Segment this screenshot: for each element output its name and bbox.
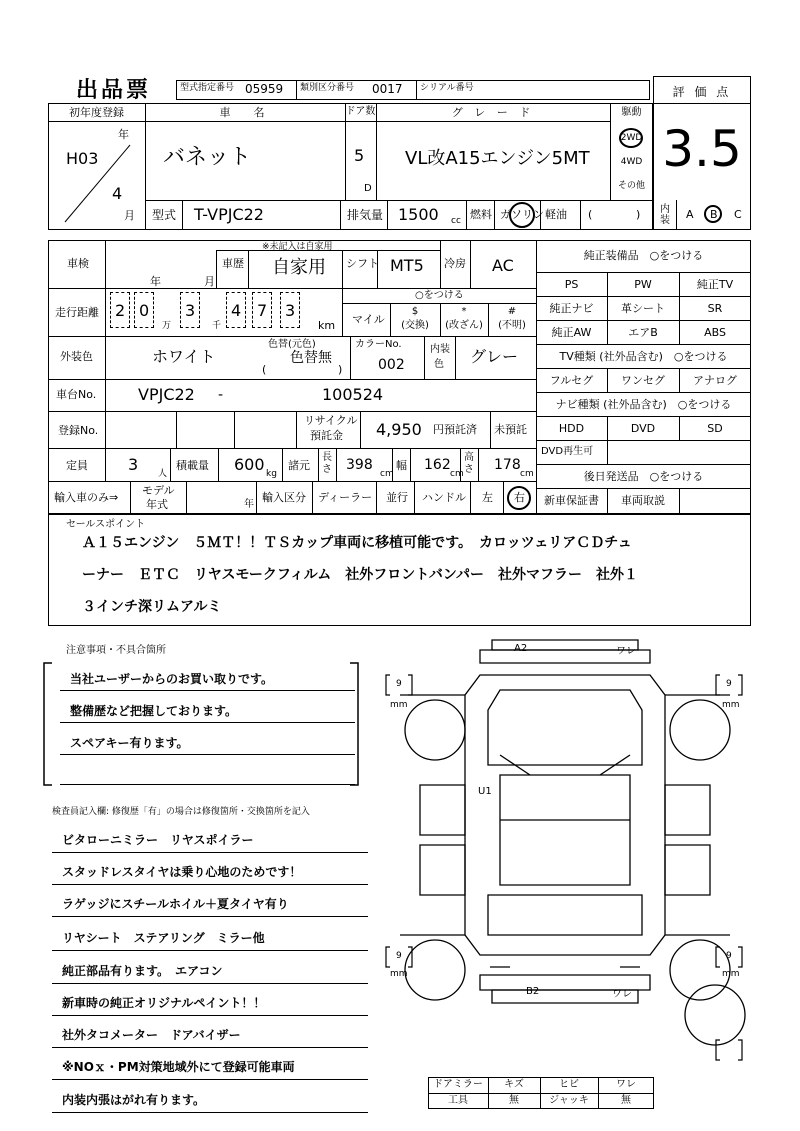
length-unit: cm [380,469,394,479]
equip-aw: 純正AW [551,326,592,339]
grade-c: C [734,208,742,221]
fuel-paren-close: ) [636,208,641,221]
mileage-digit-5: 7 [257,301,268,320]
nav-dvd: DVD [630,422,656,435]
mile-opt-1-label: (交換) [401,320,429,331]
load-value: 600 [234,455,265,474]
recycle-value: 4,950 [376,420,422,439]
notes-label: 注意事項・不具合箇所 [66,645,166,656]
height-unit: cm [520,469,534,479]
color-no-value: 002 [378,357,405,373]
diagram-mark-u1: U1 [478,786,492,797]
private-note: ※未記入は自家用 [262,242,333,252]
nav-sd: SD [707,422,723,435]
diagram-mark-ware-front: ワレ [616,646,636,657]
grade-b-circle [704,205,722,223]
tire-unit-rr: mm [722,969,740,979]
legend-tools: 工具 [448,1095,468,1106]
tire-depth-rr: 9 [726,951,732,961]
equip-leather: 革シート [621,302,665,315]
fuel-circle [509,202,535,228]
parallel-label: 並行 [386,491,408,504]
unit-sen: 千 [212,321,222,331]
drive-other: その他 [617,181,645,191]
equip-airbag: エアB [628,326,658,339]
later-title: 後日発送品 ○をつける [583,470,704,483]
sales-point-line-2: ーナー ＥＴＣ リヤスモークフィルム 社外フロントバンパー 社外マフラー 社外１ [82,567,638,583]
length-label: 長さ [322,452,332,475]
sales-point-line-1: Ａ１５エンジン ５ＭＴ！！ＴＳカップ車両に移植可能です。 カロッツェリアＣＤチュ [82,535,632,551]
handle-label: ハンドル [422,491,466,504]
equip-pw: PW [634,278,652,291]
model-year-label-a: モデル [142,484,175,497]
capacity-label: 定員 [66,459,88,472]
sales-point-line-3: ３インチ深リムアルミ [82,599,222,615]
import-label: 輸入車のみ⇒ [54,491,119,504]
capacity-unit: 人 [158,469,168,479]
inspector-line-6: 新車時の純正オリジナルペイント！！ [62,996,266,1010]
history-label: 車歴 [222,257,244,270]
first-reg-year: H03 [66,149,99,168]
import-type-value: ディーラー [318,491,373,504]
legend-header-ware: ワレ [616,1079,636,1090]
chassis-label: 車台No. [56,388,97,401]
int-color-value: グレー [470,347,519,366]
page-title: 出品票 [76,78,152,103]
equip-navi: 純正ナビ [549,302,594,315]
legend-header-kizu: キズ [504,1079,524,1090]
score-label: 評 価 点 [672,85,732,99]
grade-label: グ レ ー ド [451,106,535,119]
shaken-year-unit: 年 [150,275,161,288]
mile-opt-3: # [507,306,517,317]
doors-value: 5 [354,146,365,165]
category-value: 0017 [372,82,403,96]
inspector-line-4: リヤシート ステアリング ミラー他 [62,931,265,945]
height-label: 高さ [464,452,474,475]
unit-man: 万 [162,321,172,331]
model-code-value: 05959 [245,82,284,96]
mile-opt-1: $ [411,306,419,317]
mileage-digit-4: 4 [231,301,242,320]
recycle-unpaid: 未預託 [494,423,527,436]
color-no-label: カラーNo. [355,339,402,350]
recycle-paid: 円預託済 [433,423,477,436]
chassis-prefix: VPJC22 [138,385,195,404]
inspector-line-8: ※NOｘ・PM対策地域外にて登録可能車両 [62,1060,295,1074]
first-reg-month: 4 [112,184,123,203]
interior-label: 内装 [660,204,670,226]
doors-suffix: D [364,183,372,194]
fuel-paren-open: ( [588,208,593,221]
legend-tools-value: 無 [509,1095,519,1106]
model-value: T-VPJC22 [194,205,264,224]
grade-a: A [686,208,694,221]
history-value: 自家用 [272,257,326,278]
color-change-label: 色替(元色) [268,339,316,350]
width-unit: cm [450,469,464,479]
ext-color-value: ホワイト [152,347,216,366]
tire-depth-fl: 9 [396,679,402,689]
grade-value: VL改A15エンジン5MT [405,148,590,169]
inspector-line-3: ラゲッジにスチールホイル＋夏タイヤ有り [62,897,289,911]
nav-hdd: HDD [558,422,585,435]
fuel-diesel: 軽油 [545,208,567,221]
tv-fullseg: フルセグ [549,374,594,387]
equipment-title: 純正装備品 ○をつける [583,249,704,262]
displacement-unit: cc [451,216,461,226]
diagram-mark-b2: B2 [526,986,540,997]
legend-header-mirror: ドアミラー [433,1079,483,1090]
note-line-2: 整備歴など把握しております。 [70,704,238,718]
drive-4wd: 4WD [620,157,643,167]
mileage-digit-2: 0 [139,301,150,320]
chassis-no: 100524 [322,385,384,404]
inspector-line-2: スタッドレスタイヤは乗り心地のためです！ [62,865,302,879]
model-year-unit: 年 [244,499,254,510]
left-label: 左 [482,491,493,504]
shaken-month-unit: 月 [204,275,215,288]
sales-point-label: セールスポイント [66,519,146,530]
shift-value: MT5 [390,256,424,275]
mile-opt-2: * [461,306,467,317]
tv-title: TV種類 (社外品含む) ○をつける [559,350,728,363]
serial-label: シリアル番号 [420,83,474,93]
color-change-value: 色替無 [290,350,332,366]
mile-opt-3-label: (不明) [498,320,526,331]
grade-b: B [710,208,718,221]
doors-label: ドア数 [345,106,376,117]
model-label: 型式 [152,208,177,222]
reg-no-label: 登録No. [58,424,99,437]
ac-value: AC [492,256,514,275]
load-label: 積載量 [176,459,209,472]
inspector-line-1: ビタローニミラー リヤスポイラー [62,833,254,847]
ac-label: 冷房 [444,257,466,270]
tv-oneseg: ワンセグ [621,374,665,387]
equip-sr: SR [707,302,723,315]
inspector-line-9: 内装内張はがれ有ります。 [62,1093,206,1107]
nav-dvd-playback: DVD再生可 [541,446,594,457]
recycle-label-b: 預託金 [310,429,343,442]
right-label: 右 [514,491,525,504]
tire-unit-fr: mm [722,700,740,710]
equip-ps: PS [564,278,579,291]
unit-km: km [318,319,336,332]
recycle-label-a: リサイクル [304,414,358,427]
chassis-dash: - [218,387,224,403]
later-warranty: 新車保証書 [544,494,599,507]
note-line-3: スペアキー有ります。 [70,736,189,750]
mileage-label: 走行距離 [55,306,99,319]
car-name: バネット [163,145,252,170]
displacement-label: 排気量 [347,208,384,222]
drive-2wd: 2WD [620,133,643,143]
dims-label: 諸元 [288,459,310,472]
height-value: 178 [494,457,521,473]
inspector-line-7: 社外タコメーター ドアバイザー [62,1028,241,1042]
mileage-digit-3: 3 [185,301,196,320]
note-line-1: 当社ユーザーからのお買い取りです。 [70,672,274,686]
length-value: 398 [346,457,373,473]
import-type-label: 輸入区分 [262,491,306,504]
width-value: 162 [424,457,451,473]
right-circle [507,486,531,510]
score-value: 3.5 [662,120,742,178]
tire-unit-fl: mm [390,700,408,710]
mile-circle-note: ○をつける [415,290,464,301]
drive-2wd-circle [619,128,643,148]
first-reg-year-unit: 年 [118,128,129,141]
color-change-paren-open: ( [262,363,267,376]
first-reg-label: 初年度登録 [69,106,124,119]
displacement-value: 1500 [398,205,439,224]
later-manual: 車両取説 [621,494,665,507]
car-name-label: 車 名 [219,106,271,119]
equip-abs: ABS [704,326,726,339]
tv-analog: アナログ [693,374,737,387]
tire-depth-fr: 9 [726,679,732,689]
fuel-label: 燃料 [470,208,492,221]
tire-depth-rl: 9 [396,951,402,961]
width-label: 幅 [396,459,407,472]
category-label: 類別区分番号 [300,83,355,93]
mile-opt-2-label: (改ざん) [445,320,483,331]
car-damage-diagram [380,635,760,1075]
fuel-gasoline: ガソリン [500,208,544,221]
mileage-digit-6: 3 [285,301,296,320]
model-code-label: 型式指定番号 [180,83,235,93]
int-color-label-b: 色 [434,359,444,370]
drive-label: 駆動 [621,107,642,118]
nav-title: ナビ種類 (社外品含む) ○をつける [555,398,732,411]
load-unit: kg [266,469,277,479]
inspector-label: 検査員記入欄: 修復歴「有」の場合は修復箇所・交換箇所を記入 [52,807,310,817]
ext-color-label: 外装色 [60,350,93,363]
legend-header-hibi: ヒビ [559,1079,579,1090]
shaken-label: 車検 [67,257,89,270]
equip-tv: 純正TV [696,278,734,291]
model-year-label-b: 年式 [146,498,168,511]
int-color-label-a: 内装 [430,344,450,355]
legend-jack-value: 無 [621,1095,631,1106]
legend-jack: ジャッキ [549,1095,589,1106]
tire-unit-rl: mm [390,969,408,979]
diagram-mark-a2: A2 [514,643,528,654]
first-reg-month-unit: 月 [124,209,135,222]
diagram-mark-ware-rear: ワレ [612,989,632,1000]
shift-label: シフト [346,257,379,270]
mileage-digit-1: 2 [115,301,126,320]
inspector-line-5: 純正部品有ります。 エアコン [62,964,223,978]
capacity-value: 3 [128,455,139,474]
color-change-paren-close: ) [338,363,343,376]
mile-label: マイル [352,313,385,326]
